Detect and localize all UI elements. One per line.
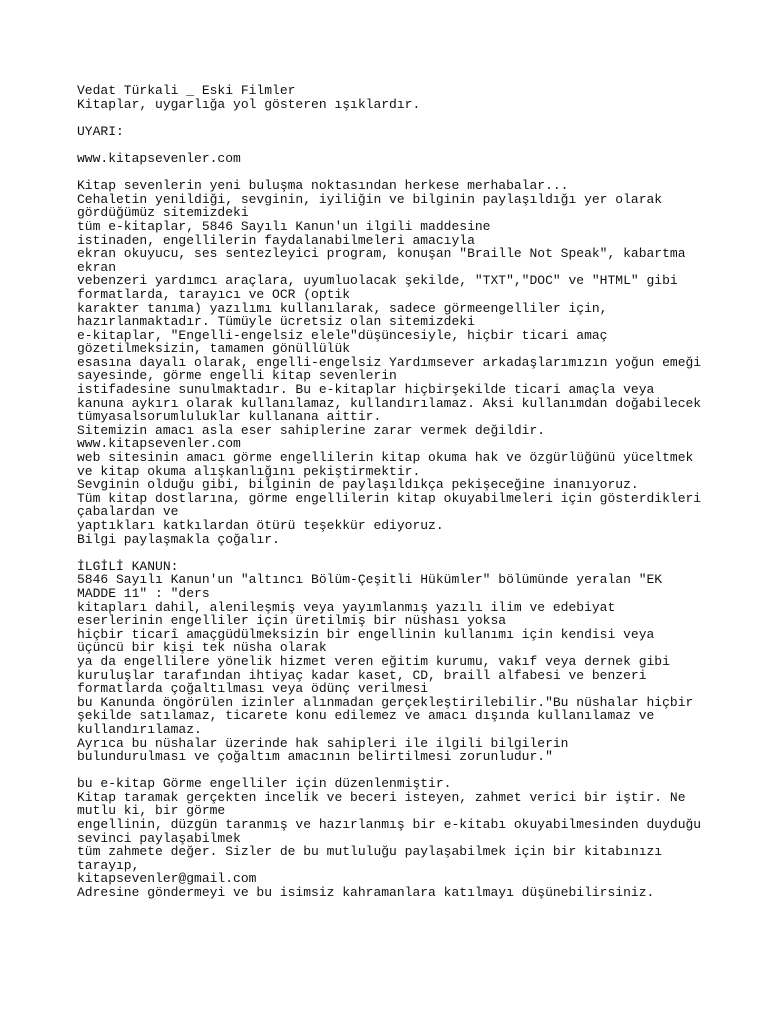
intro-line: tümyasalsorumluluklar kullanana aittir. bbox=[77, 409, 382, 425]
closing-line: bu e-kitap Görme engelliler için düzenlenmiştir. bbox=[77, 776, 452, 792]
law-line: şekilde satılamaz, ticarete konu edilemez ve amacı dışında kullanılamaz ve bbox=[77, 708, 655, 724]
law-line: kitapları dahil, alenileşmiş veya yayımlanmış yazılı ilim ve edebiyat bbox=[77, 599, 616, 615]
intro-line: tüm e-kitaplar, 5846 Sayılı Kanun'un ilgili maddesine bbox=[77, 218, 491, 234]
closing-line: Adresine göndermeyi ve bu isimsiz kahramanlara katılmayı düşünebilirsiniz. bbox=[77, 885, 655, 901]
law-line: eserlerinin engelliler için üretilmiş bir nüshası yoksa bbox=[77, 613, 507, 629]
site-url: www.kitapsevenler.com bbox=[77, 150, 241, 166]
law-line: bu Kanunda öngörülen izinler alınmadan gerçekleştirilebilir."Bu nüshalar hiçbir bbox=[77, 694, 694, 710]
law-title: İLGİLİ KANUN: bbox=[77, 558, 179, 574]
law-line: bulundurulması ve çoğaltım amacının belirtilmesi zorunludur." bbox=[77, 749, 553, 765]
intro-line: hazırlanmaktadır. Tümüyle ücretsiz olan sitemizdeki bbox=[77, 314, 475, 330]
intro-line: vebenzeri yardımcı araçlara, uyumluolacak şekilde, "TXT","DOC" ve "HTML" gibi bbox=[77, 273, 678, 289]
law-line: hiçbir ticarî amaçgüdülmeksizin bir engellinin kullanımı için kendisi veya bbox=[77, 626, 655, 642]
intro-line: ve kitap okuma alışkanlığını pekiştirmektir. bbox=[77, 463, 421, 479]
closing-line: tarayıp, bbox=[77, 857, 140, 873]
spacer bbox=[77, 111, 708, 125]
law-line: kuruluşlar tarafından ihtiyaç kadar kaset, CD, braill alfabesi ve benzeri bbox=[77, 667, 647, 683]
law-line: 5846 Sayılı Kanun'un "altıncı Bölüm-Çeşitli Hükümler" bölümünde yeralan "EK bbox=[77, 572, 663, 588]
intro-paragraph bbox=[77, 179, 708, 546]
intro-line: e-kitaplar, "Engelli-engelsiz elele"düşüncesiyle, hiçbir ticari amaç bbox=[77, 327, 608, 343]
intro-line: web sitesinin amacı görme engellilerin kitap okuma hak ve özgürlüğünü yüceltmek bbox=[77, 450, 694, 466]
intro-line: karakter tanıma) yazılımı kullanılarak, sadece görmeengelliler için, bbox=[77, 300, 608, 316]
intro-line: Cehaletin yenildiği, sevginin, iyiliğin ve bilginin paylaşıldığı yer olarak bbox=[77, 191, 663, 207]
intro-line: esasına dayalı olarak, engelli-engelsiz Yardımsever arkadaşlarımızın yoğun emeği bbox=[77, 354, 702, 370]
header-line: Vedat Türkali _ Eski Filmler bbox=[77, 83, 296, 98]
warning-title: UYARI: bbox=[77, 123, 124, 139]
law-line: kullandırılamaz. bbox=[77, 721, 202, 737]
intro-line: Kitap sevenlerin yeni buluşma noktasından herkese merhabalar... bbox=[77, 178, 569, 194]
law-line: Ayrıca bu nüshalar üzerinde hak sahipleri ile ilgili bilgilerin bbox=[77, 735, 569, 751]
spacer bbox=[77, 546, 708, 560]
closing-line: Kitap taramak gerçekten incelik ve beceri isteyen, zahmet verici bir iştir. Ne bbox=[77, 789, 686, 805]
closing-line: kitapsevenler@gmail.com bbox=[77, 871, 257, 887]
closing-line: sevinci paylaşabilmek bbox=[77, 830, 241, 846]
intro-line: Sevginin olduğu gibi, bilginin de paylaşıldıkça pekişeceğine inanıyoruz. bbox=[77, 477, 639, 493]
intro-line: www.kitapsevenler.com bbox=[77, 436, 241, 452]
intro-line: ekran okuyucu, ses sentezleyici program, konuşan "Braille Not Speak", kabartma bbox=[77, 246, 686, 262]
intro-line: Tüm kitap dostlarına, görme engellilerin kitap okuyabilmeleri için gösterdikleri bbox=[77, 490, 702, 506]
intro-line: Sitemizin amacı asla eser sahiplerine zarar vermek değildir. bbox=[77, 422, 546, 438]
header-block bbox=[77, 84, 708, 111]
closing-line: tüm zahmete değer. Sizler de bu mutluluğu paylaşabilmek için bir kitabınızı bbox=[77, 844, 663, 860]
spacer bbox=[77, 166, 708, 180]
intro-line: kanuna aykırı olarak kullanılamaz, kullandırılamaz. Aksi kullanımdan doğabilecek bbox=[77, 395, 702, 411]
intro-line: gördüğümüz sitemizdeki bbox=[77, 205, 249, 221]
spacer bbox=[77, 764, 708, 778]
intro-line: gözetilmeksizin, tamamen gönüllülük bbox=[77, 341, 351, 357]
law-line: formatlarda çoğaltılması veya ödünç verilmesi bbox=[77, 681, 429, 697]
intro-line: istinaden, engellilerin faydalanabilmeleri amacıyla bbox=[77, 232, 475, 248]
intro-line: yaptıkları katkılardan ötürü teşekkür ediyoruz. bbox=[77, 518, 444, 533]
spacer bbox=[77, 138, 708, 152]
intro-line: ekran bbox=[77, 259, 117, 275]
intro-line: çabalardan ve bbox=[77, 504, 179, 520]
intro-line: Bilgi paylaşmakla çoğalır. bbox=[77, 531, 280, 547]
closing-line: engellinin, düzgün taranmış ve hazırlanmış bir e-kitabı okuyabilmesinden duyduğu bbox=[77, 817, 702, 833]
intro-line: sayesinde, görme engelli kitap sevenlerin bbox=[77, 368, 397, 384]
law-line: üçüncü bir kişi tek nüsha olarak bbox=[77, 640, 327, 656]
closing-line: mutlu ki, bir görme bbox=[77, 803, 226, 819]
law-line: ya da engellilere yönelik hizmet veren eğitim kurumu, vakıf veya dernek gibi bbox=[77, 653, 670, 669]
intro-line: istifadesine sunulmaktadır. Bu e-kitaplar hiçbirşekilde ticari amaçla veya bbox=[77, 382, 655, 398]
intro-line: formatlarda, tarayıcı ve OCR (optik bbox=[77, 286, 351, 302]
law-line: MADDE 11" : "ders bbox=[77, 585, 210, 601]
law-paragraph bbox=[77, 573, 708, 763]
header-line: Kitaplar, uygarlığa yol gösteren ışıklardır. bbox=[77, 96, 421, 112]
closing-paragraph bbox=[77, 777, 708, 899]
